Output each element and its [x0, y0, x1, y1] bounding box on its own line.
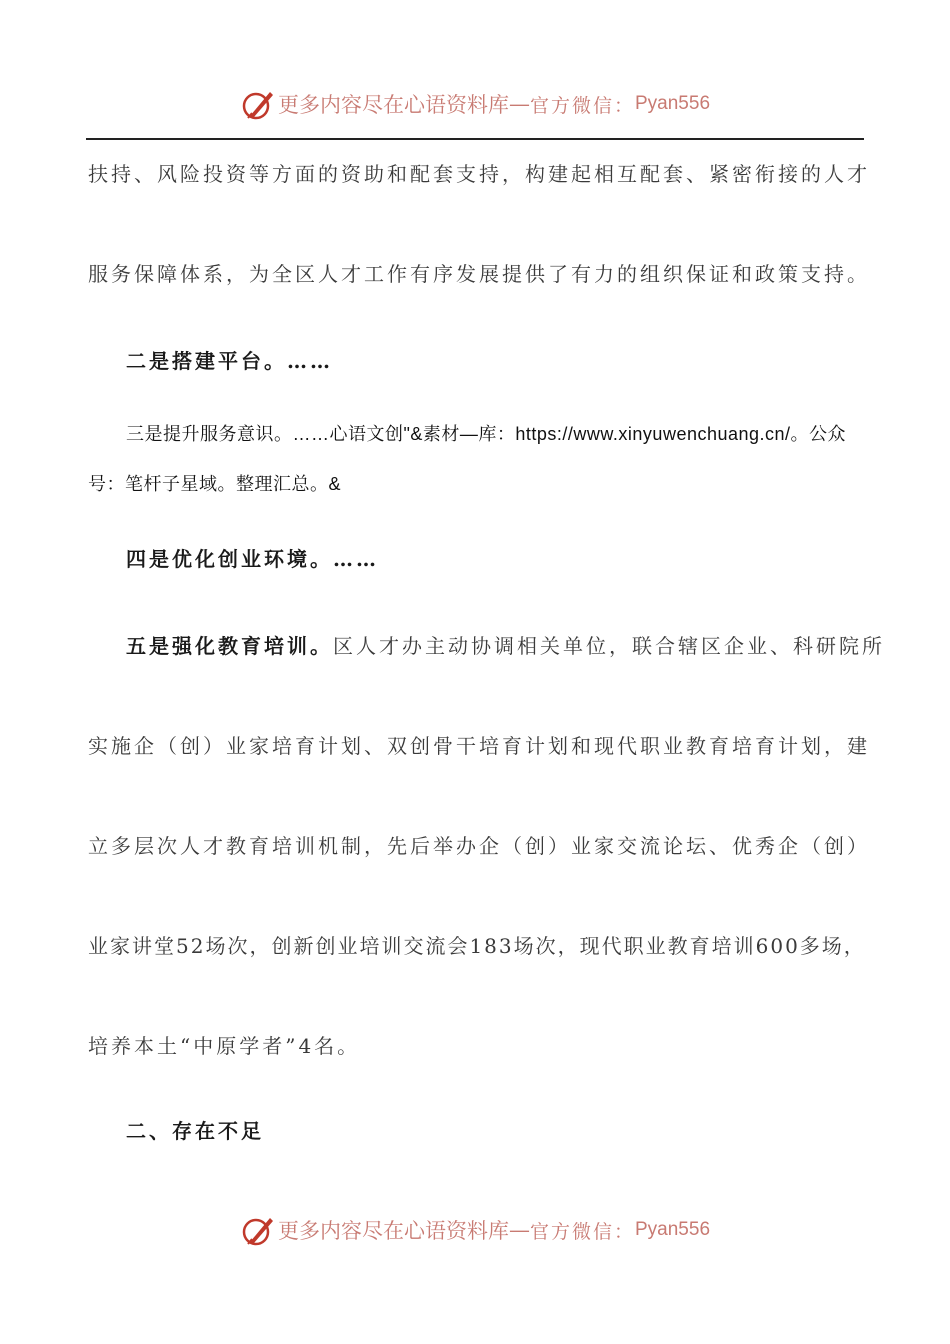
quill-logo-icon: [240, 86, 276, 122]
header-banner: [0, 84, 950, 124]
quill-logo-icon: [240, 1212, 276, 1248]
paragraph-education-line-1-text: 区人才办主动协调相关单位，联合辖区企业、科研院所: [333, 634, 885, 658]
paragraph-1-line-1: 扶持、风险投资等方面的资助和配套支持，构建起相互配套、紧密衔接的人才: [88, 162, 870, 186]
footer-banner: [0, 1210, 950, 1250]
banner-wechat-label: 官方微信：: [529, 94, 635, 117]
paragraph-education-line-4: 业家讲堂52场次，创新创业培训交流会183场次，现代职业教育培训600多场，: [88, 934, 866, 958]
paragraph-education-line-2: 实施企（创）业家培育计划、双创骨干培育计划和现代职业教育培育计划，建: [88, 734, 870, 758]
paragraph-education-line-3: 立多层次人才教育培训机制，先后举办企（创）业家交流论坛、优秀企（创）: [88, 834, 870, 858]
banner-dash: —: [508, 92, 530, 116]
banner-wechat-label: 官方微信：: [529, 1220, 635, 1243]
paragraph-education-line-1: [126, 630, 885, 659]
heading-education-training: 五是强化教育培训。: [126, 634, 333, 658]
header-divider: [86, 138, 864, 140]
heading-section-2: 二、存在不足: [126, 1119, 264, 1143]
heading-optimize-environment: 四是优化创业环境。……: [126, 547, 379, 571]
banner-dash: —: [508, 1218, 530, 1242]
banner-title: 更多内容尽在心语资料库: [277, 1219, 509, 1243]
banner-title: 更多内容尽在心语资料库: [277, 93, 509, 117]
paragraph-service-line-2: 号：笔杆子星域。整理汇总。&: [88, 474, 342, 494]
heading-build-platform: 二是搭建平台。……: [126, 349, 333, 373]
banner-wechat-id: Pyan556: [635, 1219, 711, 1240]
paragraph-education-line-5: 培养本土“中原学者”4名。: [88, 1034, 361, 1058]
paragraph-1-line-2: 服务保障体系，为全区人才工作有序发展提供了有力的组织保证和政策支持。: [88, 262, 870, 286]
banner-wechat-id: Pyan556: [635, 93, 711, 114]
paragraph-service-line-1: 三是提升服务意识。……心语文创"&素材—库：https://www.xinyuwenchuang.cn/。公众: [126, 424, 847, 444]
